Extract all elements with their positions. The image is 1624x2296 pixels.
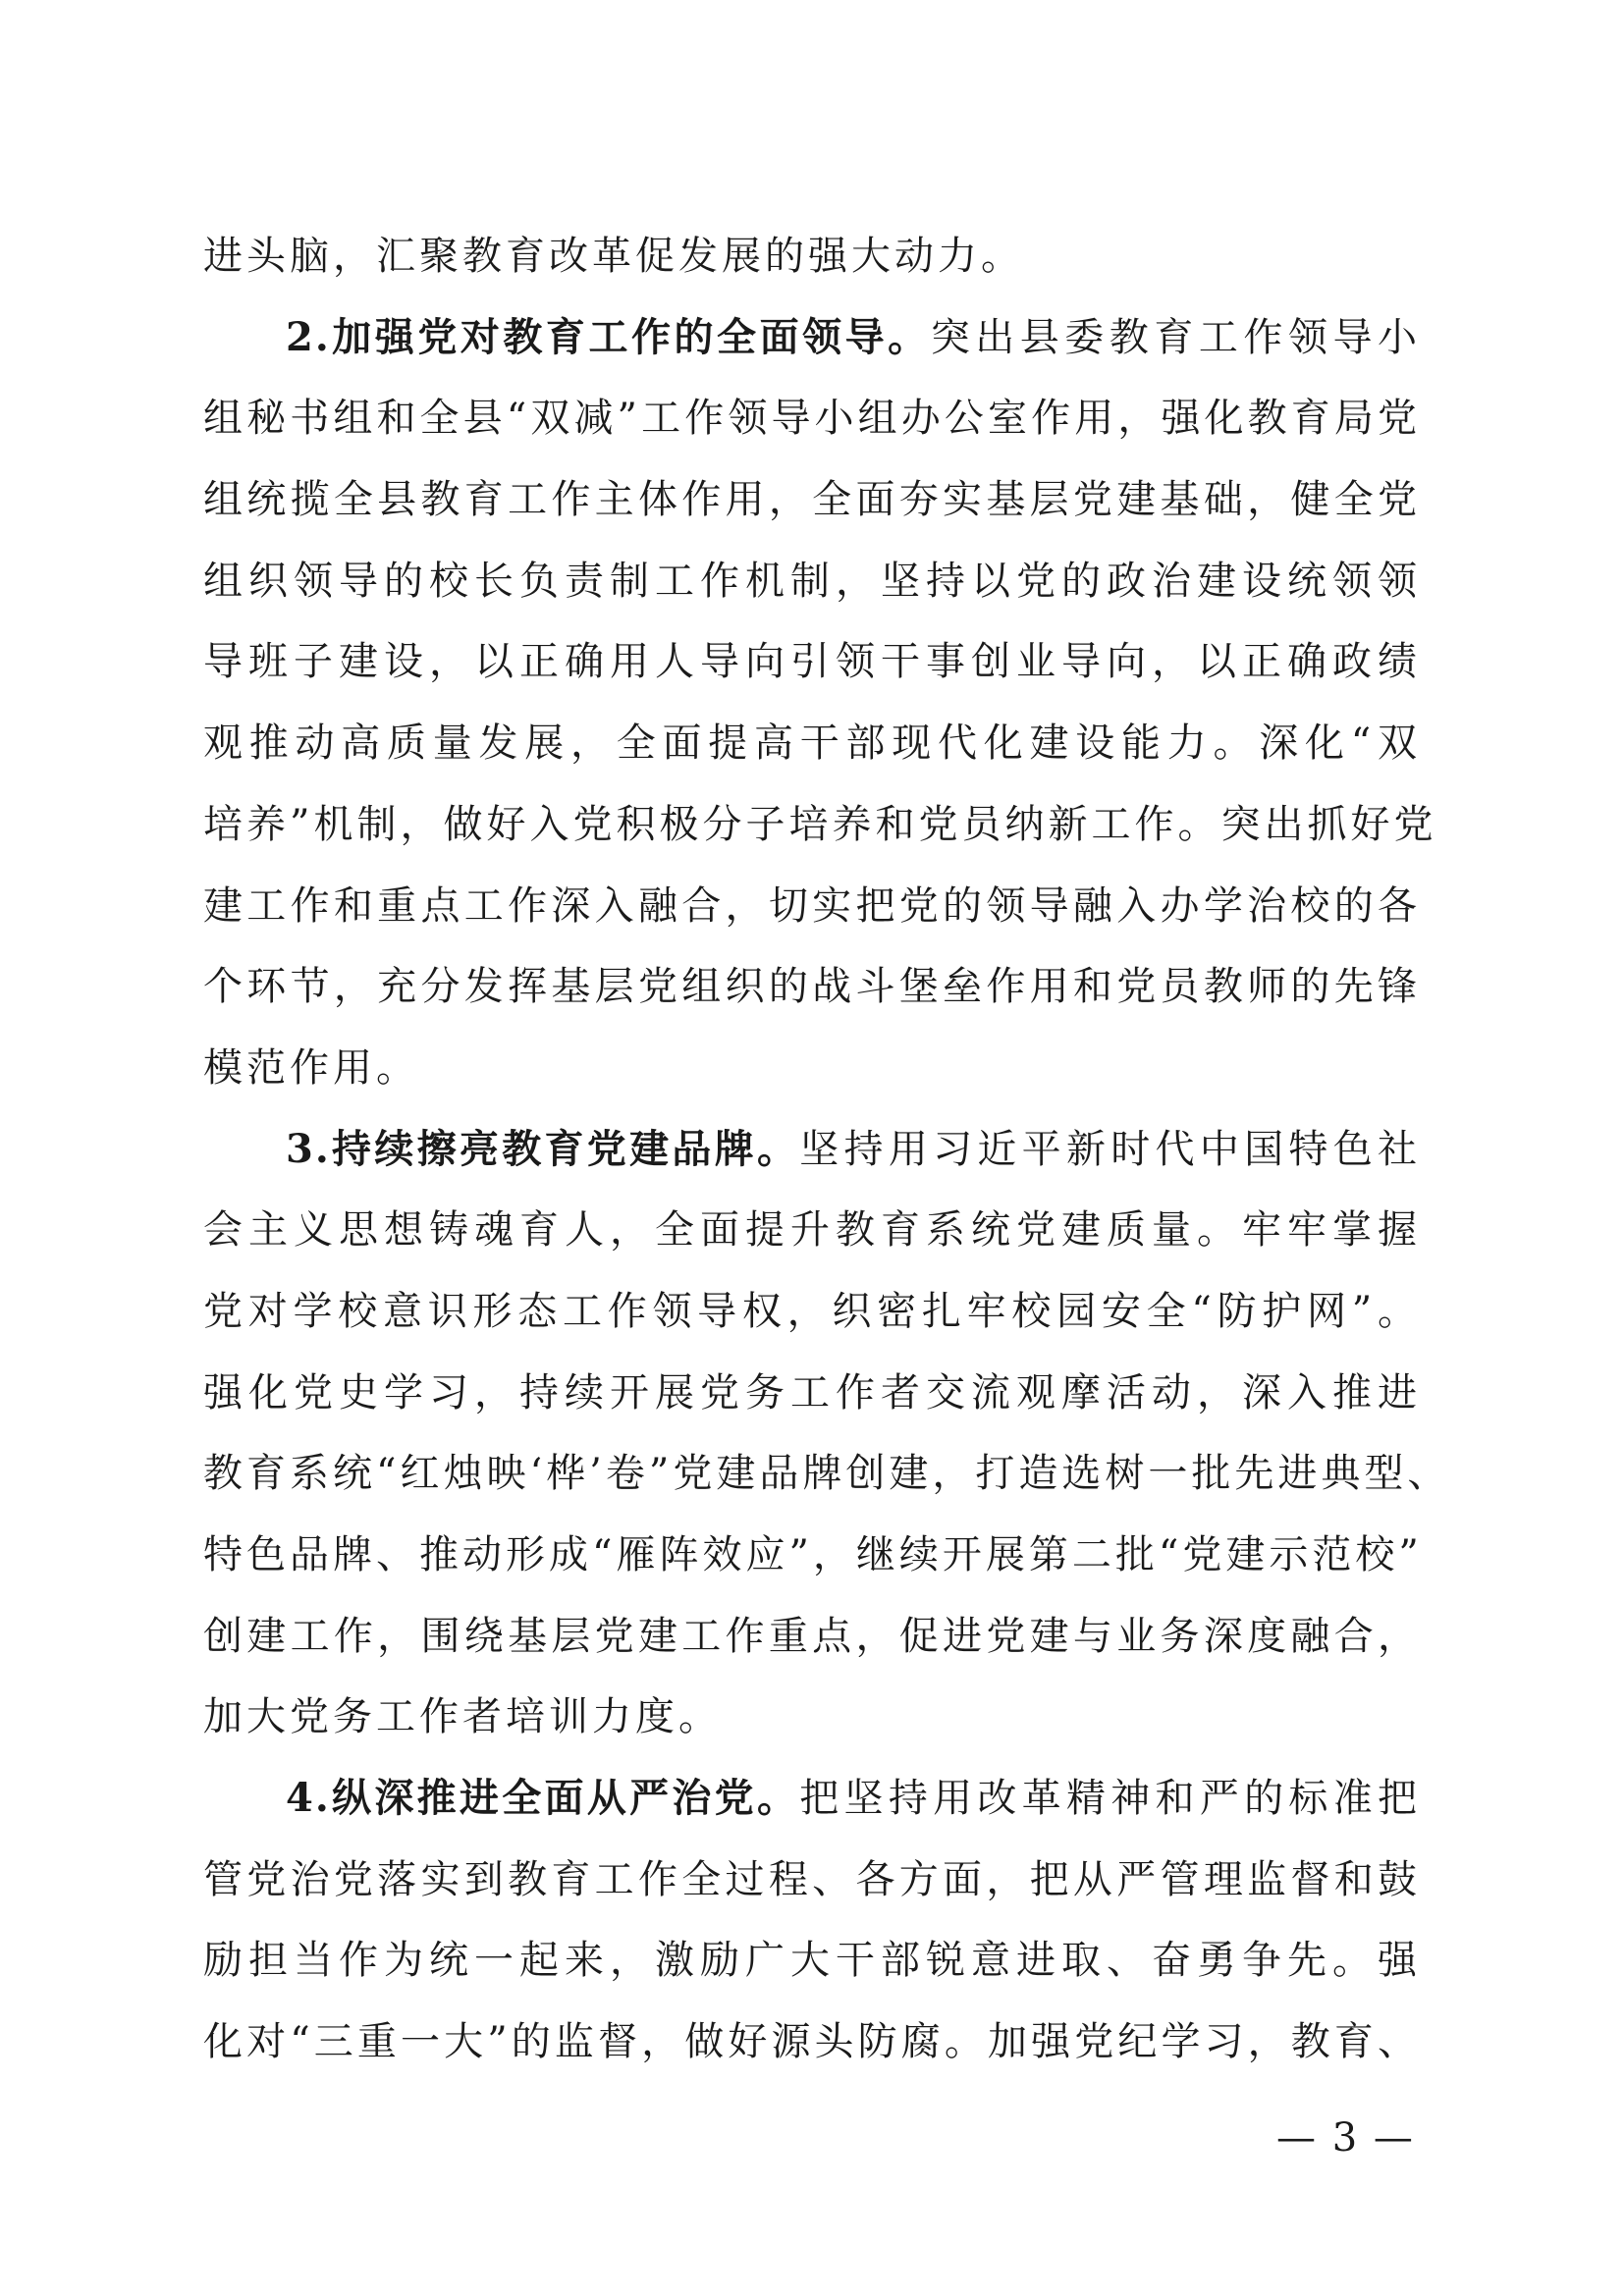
text-line: 观推动高质量发展，全面提高干部现代化建设能力。深化“双 [203, 721, 1421, 767]
section-heading: 2.加强党对教育工作的全面领导。 [286, 313, 931, 360]
text-line: 会主义思想铸魂育人，全面提升教育系统党建质量。牢牢掌握 [203, 1207, 1421, 1254]
text-line: 党对学校意识形态工作领导权，织密扎牢校园安全“防护网”。 [203, 1288, 1421, 1334]
text-line: 组织领导的校长负责制工作机制，坚持以党的政治建设统领领 [203, 558, 1421, 604]
text-line: 导班子建设，以正确用人导向引领干事创业导向，以正确政绩 [203, 639, 1421, 685]
text-line: 特色品牌、推动形成“雁阵效应”，继续开展第二批“党建示范校” [203, 1532, 1423, 1577]
body-text [203, 216, 1451, 2083]
text-line: 2.加强党对教育工作的全面领导。突出县委教育工作领导小 [286, 313, 1421, 360]
text-line: 组统揽全县教育工作主体作用，全面夯实基层党建基础，健全党 [203, 477, 1421, 523]
section-heading: 4.纵深推进全面从严治党。 [286, 1775, 800, 1822]
text-line: 组秘书组和全县“双减”工作领导小组办公室作用，强化教育局党 [203, 396, 1421, 442]
text-line: 化对“三重一大”的监督，做好源头防腐。加强党纪学习，教育、 [203, 2019, 1421, 2065]
text-line: 创建工作，围绕基层党建工作重点，促进党建与业务深度融合， [203, 1613, 1421, 1659]
section-heading: 3.持续擦亮教育党建品牌。 [286, 1125, 800, 1172]
text-line: 励担当作为统一起来，激励广大干部锐意进取、奋勇争先。强 [203, 1938, 1421, 1984]
text-line: 个环节，充分发挥基层党组织的战斗堡垒作用和党员教师的先锋 [203, 964, 1421, 1010]
text-line: 建工作和重点工作深入融合，切实把党的领导融入办学治校的各 [203, 882, 1421, 929]
text-line: 教育系统“红烛映‘桦’卷”党建品牌创建，打造选树一批先进典型、 [203, 1451, 1451, 1497]
text-line: 4.纵深推进全面从严治党。把坚持用改革精神和严的标准把 [286, 1775, 1421, 1822]
text-line: 加大党务工作者培训力度。 [203, 1694, 722, 1740]
page-number: — 3 — [1276, 2115, 1415, 2161]
text-line: 培养”机制，做好入党积极分子培养和党员纳新工作。突出抓好党 [203, 801, 1437, 847]
text-line: 3.持续擦亮教育党建品牌。坚持用习近平新时代中国特色社 [286, 1125, 1421, 1172]
text-line: 管党治党落实到教育工作全过程、各方面，把从严管理监督和鼓 [203, 1856, 1421, 1902]
text-line: 进头脑，汇聚教育改革促发展的强大动力。 [203, 234, 1024, 279]
text-line: 强化党史学习，持续开展党务工作者交流观摩活动，深入推进 [203, 1369, 1421, 1415]
text-line: 模范作用。 [203, 1044, 419, 1091]
